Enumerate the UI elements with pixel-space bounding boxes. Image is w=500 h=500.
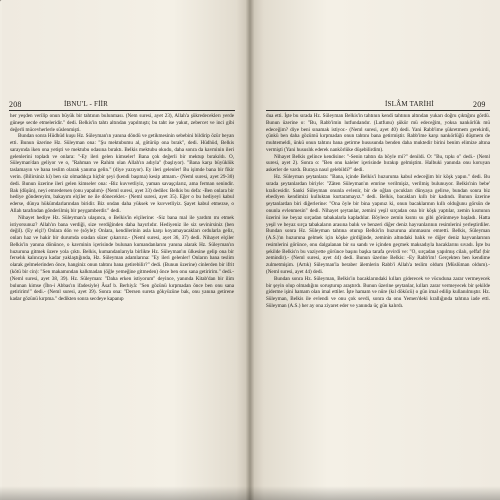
right-page-text [266,113,490,310]
left-paragraph-1: her yeşden verilip onun büyük bir tahtının bulunması. (Nem suresi, ayet 23), Allah'a şükredeceklerı yerde güneşe secde etmeleridir." dedi. Belkis'in tahtı altından yapılmıştı; bu taht ise yakut, zebercet ve inci gibi değerli mücevherlerle süslenmişti. [10,113,234,133]
left-running-head: İBNU'L - FİİR [64,100,109,108]
right-paragraph-3: Hz. Süleyman şeytanlara: "Bana, içinde Belkis'i huzuruma kabul edeceğim bir köşk yapın." dedi. Bu sırada şeytanlardan biriyle: "Zâten Süleyman'ın emrine verilmişiz, verilmiş bulunuyor. Belkis'nin bebe' kralicesidir. Sanki Süleyman onunla evlenir, bir de oğlan çocukları dünyaya gelirse, bundan sonra biz ebediyen kendimizi kulluktan kurtaramayız." dedi. Belkis, bacakları kıllı bir kadındı. Bunun üzerine şeytanlardan biri diğerlerine: "Ona öyle bir bina yapınız ki, onun bacaklarının kıllı olduğunu görsün de onunla evlenmesin" dedi. Nihayet şeytanlar, zemini yeşil sırçadan ona bir köşk yaptılar, zemin kısmının üzerini ise beyaz sırçadan tabakalarla kapladılar. Böylece zemin kısmı su gibi görünmeye başladı. Hatta yeşil ve beyaz sırça tabakaların arasına balık ve benzeri diğer deniz hayvanlarının resimlerini yerleştirdiler. Bundan sonra Hz. Süleyman tahtına oturup Belkis'in huzuruna alınmasını emretti. Belkis, Süleyman (A.S.)'ın huzuruna gelmek için köşke girdiğinde, zeminin altındaki balık ve diğer deniz hayvanlarının resimlerini görünce, onu dalgalanan bir su sandı ve içinden geçmek maksadıyla bacaklarını sıvadı. İşte bu şekilde Belkis'n bu vaziyette görünce başını başka tarafa çevirdi ve: "O, sırçadan yapılmış cilalı, şeffaf (bir zemindir).- (Neml suresi, ayet 44) dedi. Bunun üzerine Belkis: -Ey Rabb'im! Gerçekten ben kendime zulmetmişim. (Artık) Süleyman'la beraber âlemlerin Rabb'i Allah'a teslim oldum (Müslüman oldum).- (Neml suresi, ayet 44) dedi. [266,174,490,275]
right-paragraph-4: Bundan sonra Hz. Süleyman, Belkis'in bacaklarındaki kılları giderecek ve vücuduna zarar vermeyecek bir şeyin olup olmadığını soruşturup araştırdı. Bunun üzerine şeytanlar, kılları zarar vermeyecek bir şekilde giderme işini hamam olan imal ettiler. İşte hamam ve nûre (kıl dökücü) o gün imal edilip kullanılmıştır. Hz. Süleyman, Belkis ile evlendi ve onu çok sevdi, sonra da onu Yemen'deki krallığında tahtına iade etti. Süleyman (A.S.) her ay ona ziyaret eder ve yanında üç gün kalırdı. [266,275,490,309]
left-page-text [10,113,234,303]
left-header-rule [9,110,235,111]
left-page [2,0,246,500]
right-paragraph-2: Nihayet Belkis gelince kendisine: "-Senin tahtın da böyle mi?" denildi. O: "Bu, tıpkı o" dedi.- (Neml suresi, ayet 2). Sonra o: "Ben onu kaleler içerisinde bırakıp gelmiştim. Halbuki yanında onu koruyan askerler de vardı. Buraya nasıl gelebildi?" dedi. [266,153,490,174]
left-page-number: 208 [9,100,22,109]
book-gutter [246,0,254,500]
right-running-head: İSLÂM TARİHİ [385,100,434,108]
right-paragraph-1: dua etti. İşte bu sırada Hz. Süleyman Belkis'in tahtının kendi tahtının altından yukarı doğru çıktığını gördü. Bunun üzerine o: "Bu, Rabb'imin lutfundandır. (Lutfunu) şükür mü edeceğim, yoksa nankörlük mü edeceğim? diye beni sınamak istiyor.- (Neml suresi, ayet 40) dedi. Yani Rabb'ime şükretmem gerekirdi, çünkü ben daha gözümü kırpmadan onun tahtını bana getirmiştir. Rabb'ime karşı nankörlüğü düşmem de muhtemeldi, ünkü onun tahtını bana getirme hususunda benden daha muktedir birini benim elimize altına vermişti (Yani hususlık ederek nankörlüke düşebilirdim). [266,113,490,153]
right-header-rule [266,110,490,111]
right-page [254,0,500,500]
left-paragraph-2: Bundan sonra Hüdhüd kuşu Hz. Süleyman'ın yanına döndü ve getikmesinin sebebini bildirip özür beyan etti. Bunun üzerine Hz. Süleyman ona: "Şu mektubumu al, götürüp ona bırak", dedi. Hüdhüd, Belkis sarayında iken ona yetişti ve mektubu odasına bıraktı. Belkis mektubu okudu, daha sonra da kavminin ileri gelenlerini topladı ve onlara: "-Ey ileri gelen kimseler! Bana çok değerli bir mektup bırakıldı. O, Süleyman'dan geliyor ve o, "Rahman ve Rahim olan Allah'ın adıyla" (başlıyor). "Bana karşı büyüklük taslamayın ve bana teslim olarak yanıma gelin." (diye yazıyor). Ey ileri gelenler! Bu işimde bana bir fikir verin. (Bilirsiniz ki) ben siz olmadıkça hiçbir şeyi (kendi başıma) kesip atmam.- (Neml suresi, ayet 29-30) dedi. Bunun üzerine ileri gelen kimseler ona: -Biz kuvvetliyiz, yaman savaşçılarız, ama ferman senindir. Bak (düşün), neyi emredersen (onu yapalım)- (Neml suresi, ayet 33) dediler. Belkis bu defa: -Ben onlara bir hediye göndereyim, bakayım elçiler ne ile dönecekler.- (Neml suresi, ayet 35). Eğer o bu hediyeyi kabul ederse, dünya hükümdarlarından biridir. Biz ondan daha yüksek ve kuvvetliyiz. Şayet kabul etmezse, o Allah tarafından gönderilmiş bir peygamberdir." dedi. [10,133,234,214]
left-paragraph-3: Nihayet hediye Hz. Süleyman'a ulaşınca, o Belkis'in elçilerine: -Siz bana mal ile yardım mı etmek istiyorsunuz? Allah'ın bana verdiği, size verdiğinden daha hayırlıdır. Hediyeniz ile siz sevinirsiniz (ben değil). (Ey elçi!) Onlara dön ve (söyle): Onlara, kendilerinin asla karşı koyamayacakları ordularla geliz, onları haz ve hakir bir durumda oradan süzer çıkarırız.- (Neml suresi, ayet 36, 37) dedi. Nihayet elçiler Belkis'in yanına dönünce, o kavminin içerisinde bulunan kumandanlarını yanına alarak Hz. Süleyman'ın huzuruna gitmek üzere yola çıktı. Belkis, kumandanlarıyla birlikte Hz. Süleyman'ın ülkesine gelip ona bir ferselık kalıncaya kadar yaklaştığında, Hz. Süleyman adamlarına: "Ey ileri gelenler! Onların bana teslim olarak gelmelerinden önce, hanginiz onun tahtını bana getirebilir?" dedi. (Bunun üzerine) cinlerden bir ifrit (kötü bir cin): "Sen makamından kalkmadan (öğle yemeğine gitmeden) önce ben onu sana getiririm." dedi.- (Neml suresi, ayet 38, 39). Hz. Süleyman: "Daha erken istiyorum" deyince, yanında Kitab'dan bir ilim bulunan kimse (İbn-i Abbas'ın ifadesiyle) Âsaf b. Berhiyâ: "Sen gözünü kırpmadan önce ben onu sana getiririm!" dedi.- (Neml suresi, ayet 39). Sonra ona: "Dersen sureta gökyüzüne bak, onu yanına getirene kadar gözünü kırpma." dedikten sonra secdeye kapanıp [10,214,234,303]
right-page-number: 209 [473,100,486,109]
